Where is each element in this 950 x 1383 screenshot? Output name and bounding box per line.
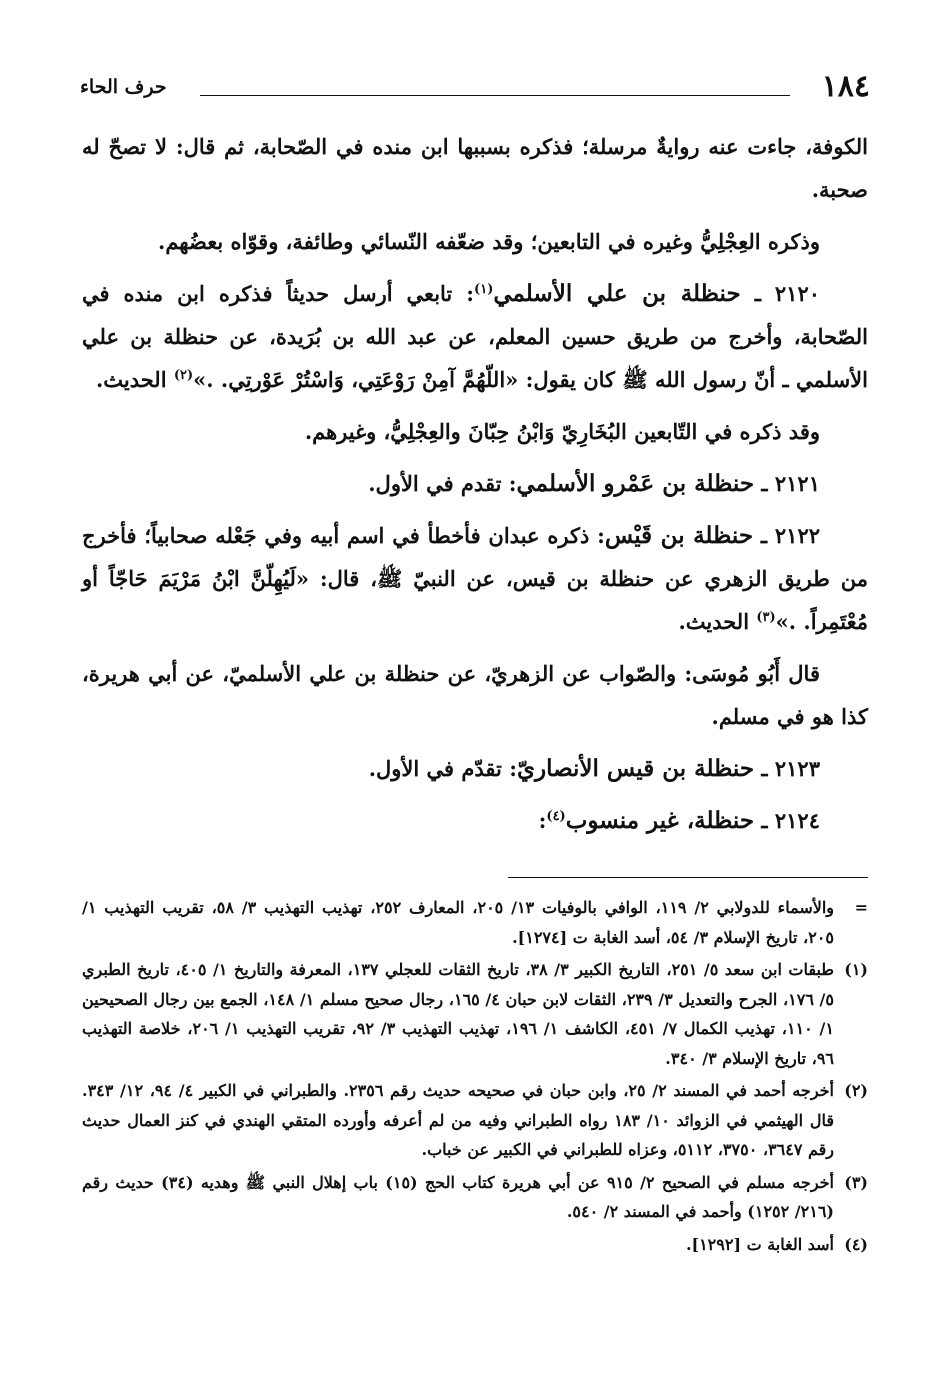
paragraph (82, 652, 868, 738)
entry-2123 (82, 747, 868, 790)
page-number: ١٨٤ (821, 69, 870, 104)
paragraph (82, 410, 868, 453)
footnote-marker: (١) (844, 960, 868, 979)
header-rule (200, 95, 790, 96)
footnote-text: أخرجه أحمد في المسند ٢/ ٢٥، وابن حبان في صحيحه حديث رقم ٢٣٥٦. والطبراني في الكبير ٤/ ٩٤، ١٢/ ٣٤٣. قال الهيثمي في الزوائد ١٠/ ١٨٣ رواه الطبراني وفيه من لم أعرفه وأورده المتقي الهندي في كنز العمال حديث رقم ٣٦٤٧، ٣٧٥٠، ٥١١٢، وعزاه للطبراني في الكبير عن خباب. (82, 1081, 834, 1159)
entry-number: ٢١٢٢ (774, 523, 821, 548)
paragraph-text: الكوفة، جاءت عنه روايةٌ مرسلة؛ فذكره بسببها ابن منده في الصّحابة، ثم قال: لا تصحّ له صحبة. (82, 134, 868, 202)
entry-text: : تقدم في الأول. (368, 471, 517, 496)
paragraph-text: قال أَبُو مُوسَى: والصّواب عن الزهريّ، عن حنظلة بن علي الأسلميّ، عن أبي هريرة، كذا هو في مسلم. (82, 661, 868, 729)
footnotes (82, 893, 868, 1262)
entry-name: حنظلة بن علي الأسلمي (493, 280, 741, 307)
page-header (80, 68, 870, 108)
entry-name: حنظلة، غير منسوب (565, 807, 755, 834)
footnote-marker: (٤) (844, 1234, 868, 1254)
entry-number: ٢١٢٠ (774, 281, 821, 306)
entry-dash: ـ (761, 756, 768, 781)
footnote-ref: (٢) (173, 368, 194, 383)
footnote-text: طبقات ابن سعد ٥/ ٢٥١، التاريخ الكبير ٣/ ٣٨، تاريخ الثقات للعجلي ١٣٧، المعرفة والتاريخ ١/ ٤٠٥، تاريخ الطبري ٥/ ١٧٦، الجرح والتعديل ٣/ ٢٣٩، الثقات لابن حبان ٤/ ١٦٥، رجال صحيح مسلم ١/ ١٤٨، الجمع بين رجال الصحيحين ١/ ١١٠، تهذيب الكمال ٧/ ٤٥١، الكاشف ١/ ١٩٦، تهذيب التهذيب ٣/ ٩٢، تقريب التهذيب ١/ ٢٠٦، خلاصة التهذيب ٩٦، تاريخ الإسلام ٣/ ٣٤٠. (82, 960, 835, 1068)
entry-tail: الحديث. (95, 367, 174, 392)
paragraph (82, 125, 868, 211)
entry-dash: ـ (760, 523, 768, 548)
entry-2121 (82, 462, 868, 505)
running-title: حرف الحاء (80, 76, 167, 98)
entry-text: : ذكره عبدان فأخطأ في اسم أبيه وفي جَعْله صحابياً؛ فأخرج من طريق الزهري عن حنظلة بن قيس، عن النبيّ ﷺ، قال: «لَيُهِلّنَّ ابْنُ مَرْيَمَ حَاجّاً أو مُعْتَمِراً. .» (82, 523, 868, 634)
entry-tail: الحديث. (678, 609, 757, 634)
entry-2124 (82, 799, 868, 842)
entry-2122 (82, 514, 868, 643)
footnote-text: أسد الغابة ت [١٢٩٢]. (685, 1234, 834, 1254)
footnote-ref: (٣) (756, 610, 776, 625)
footnote-text: والأسماء للدولابي ٢/ ١١٩، الوافي بالوفيات ١٣/ ٢٠٥، المعارف ٢٥٢، تهذيب التهذيب ٣/ ٥٨، تقريب التهذيب ١/ ٢٠٥، تاريخ الإسلام ٣/ ٥٤، أسد الغابة ت [١٢٧٤]. (82, 898, 835, 947)
footnote (82, 1168, 868, 1227)
entry-text: : تقدّم في الأول. (368, 756, 517, 781)
entry-2120 (82, 272, 868, 401)
entry-number: ٢١٢٤ (774, 808, 820, 833)
footnote (82, 893, 868, 952)
entry-name: حنظلة بن عَمْرو الأسلمي (516, 470, 755, 497)
footnote-marker: (٣) (844, 1172, 868, 1192)
entry-dash: ـ (761, 471, 768, 496)
entry-name: حنظلة بن قيس الأنصاريّ (516, 755, 755, 782)
footnote-separator (508, 877, 868, 878)
paragraph-text: وقد ذكره في التّابعين البُخَارِيّ وَابْنُ حِبّانَ والعِجْلِيُّ، وغيرهم. (304, 419, 820, 444)
entry-number: ٢١٢٣ (774, 756, 820, 781)
footnote-ref: (٤) (546, 809, 566, 824)
main-text (82, 125, 868, 851)
entry-dash: ـ (754, 281, 761, 306)
entry-name: حنظلة بن قَيْس (604, 522, 754, 549)
footnote-ref: (١) (474, 282, 494, 297)
footnote (82, 1076, 868, 1165)
entry-number: ٢١٢١ (774, 471, 820, 496)
footnote-text: أخرجه مسلم في الصحيح ٢/ ٩١٥ عن أبي هريرة كتاب الحج (١٥) باب إهلال النبي ﷺ وهديه (٣٤) حديث رقم (٢١٦/ ١٢٥٢) وأحمد في المسند ٢/ ٥٤٠. (82, 1172, 834, 1221)
footnote-marker: = (854, 898, 868, 917)
entry-text: : تابعي أرسل حديثاً فذكره ابن منده في الصّحابة، وأخرج من طريق حسين المعلم، عن عبد الله بن بُرَيدة، عن حنظلة بن علي الأسلمي ـ أنّ رسول الله ﷺ كان يقول: «اللّهُمَّ آمِنْ رَوْعَتِي، وَاسْتُرْ عَوْرتِي. .» (82, 281, 868, 392)
entry-dash: ـ (761, 808, 768, 833)
footnote-marker: (٢) (844, 1081, 868, 1100)
paragraph-text: وذكره العِجْلِيُّ وغيره في التابعين؛ وقد ضعّفه النّسائي وطائفة، وقوّاه بعضُهم. (158, 229, 820, 254)
footnote (82, 1230, 868, 1260)
footnote (82, 955, 868, 1073)
paragraph (82, 220, 868, 263)
entry-text: : (538, 808, 547, 833)
